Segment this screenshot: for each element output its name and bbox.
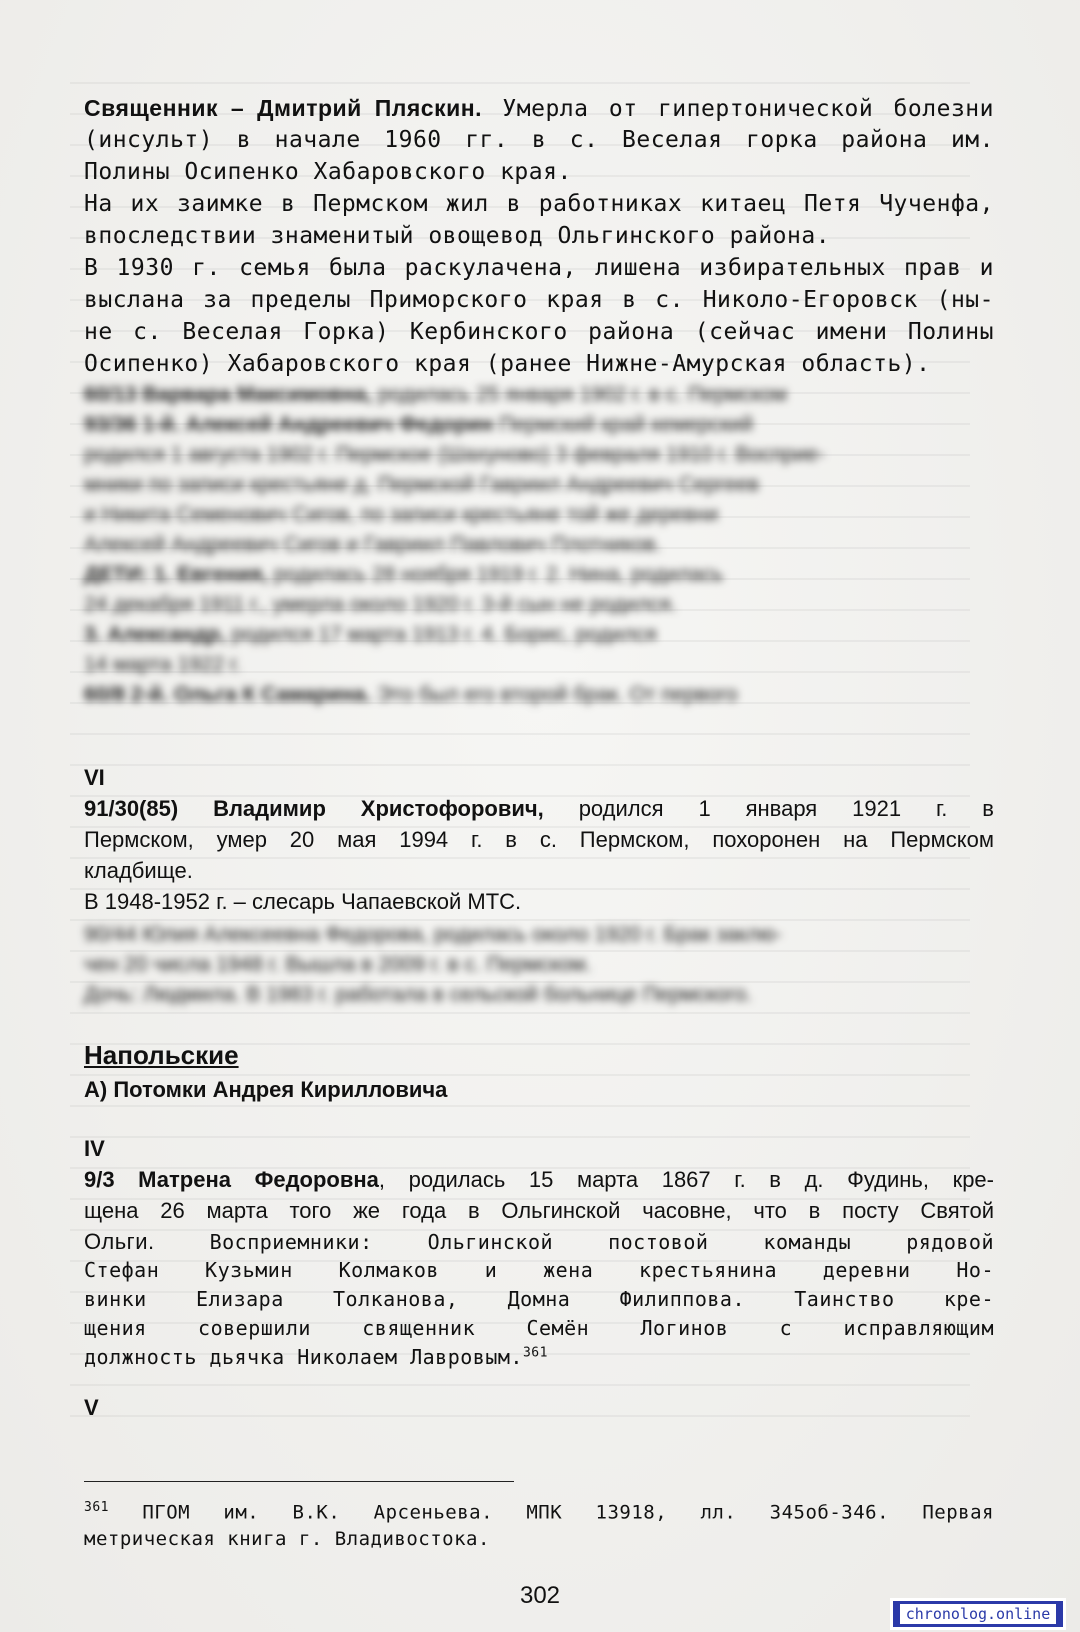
paragraph-line: Полины Осипенко Хабаровского края. <box>84 159 572 185</box>
watermark-text: chronolog.online <box>900 1604 1057 1624</box>
text-span: должность дьячка Николаем Лавровым. <box>84 1345 523 1369</box>
text-span: , родилась 15 марта 1867 г. в д. Фудинь, кре- <box>378 1167 994 1192</box>
paragraph-line <box>84 1229 994 1255</box>
paragraph-line: Осипенко) Хабаровского края (ранее Нижне-Амурская область). <box>84 351 931 377</box>
person-name: 91/30(85) Владимир Христофорович, <box>84 796 544 821</box>
footnote-rule <box>84 1481 514 1482</box>
priest-name: Священник – Дмитрий Пляскин. <box>84 95 483 121</box>
paragraph-line: Стефан Кузьмин Колмаков и жена крестьянина деревни Но- <box>84 1258 994 1282</box>
blurred-line: 93/36 1-й. Алексей Андреевич Федорин Пермский край кемерский <box>84 413 754 436</box>
paragraph-line: В 1948-1952 г. – слесарь Чапаевской МТС. <box>84 889 522 914</box>
blurred-line: 3. Александр, родился 17 марта 1913 г. 4. Борис, родился <box>84 623 657 646</box>
blurred-line: Дочь: Людмила. В 1983 г. работала в сельской больнице Пермского. <box>84 983 753 1006</box>
entry-heading-line <box>84 796 994 822</box>
paragraph-line: впоследствии знаменитый овощевод Ольгинского района. <box>84 223 831 249</box>
paragraph-line: не с. Веселая Горка) Кербинского района (сейчас имени Полины <box>84 319 994 345</box>
footnote-ref: 361 <box>522 1345 548 1361</box>
blurred-line: мники по записи крестьяне д. Пермской Гавриил Андреевич Сергеев <box>84 473 759 496</box>
paragraph-line: винки Елизара Толканова, Домна Филиппова. Таинство кре- <box>84 1287 994 1311</box>
footnote-number: 361 <box>84 1500 109 1515</box>
blurred-line: 60/8 2-й. Ольга К Самарина. Это был его второй брак. От первого <box>84 683 738 706</box>
person-name: 9/3 Матрена Федоровна <box>84 1167 379 1192</box>
blurred-region-1 <box>84 380 994 710</box>
paragraph-line: (инсульт) в начале 1960 гг. в с. Веселая горка района им. <box>84 127 994 153</box>
generation-roman-vi: VI <box>84 765 105 790</box>
text-span: ПГОМ им. В.К. Арсеньева. МПК 13918, лл. 345об-346. Первая <box>108 1501 994 1524</box>
footnote-line <box>84 1500 994 1523</box>
paragraph-line <box>84 1345 994 1369</box>
blurred-line: родился 1 августа 1902 г. Пермское (Шахуново) 3 февраля 1910 г. Восприе- <box>84 443 825 466</box>
paragraph-line: выслана за пределы Приморского края в с. Николо-Егоровск (ны- <box>84 287 994 313</box>
blurred-line: ДЕТИ: 1. Евгения, родилась 28 ноября 1919 г. 2. Нина, родилась <box>84 563 724 586</box>
blurred-line: 90/44 Юлия Алексеевна Федорова, родилась около 1920 г. Брак заклю- <box>84 923 782 946</box>
generation-roman-v: V <box>84 1395 99 1420</box>
footnote-line: метрическая книга г. Владивостока. <box>84 1528 490 1550</box>
watermark-badge[interactable] <box>890 1598 1066 1630</box>
blurred-line: чен 20 числа 1948 г. Вышла в 2009 г. в с. Пермском. <box>84 953 592 976</box>
paragraph-line: щения совершили священник Семён Логинов с исправляющим <box>84 1316 994 1340</box>
paragraph-line: Пермском, умер 20 мая 1994 г. в с. Пермском, похоронен на Пермском <box>84 827 994 852</box>
text-span: Восприемники: Ольгинской постовой команды рядовой <box>154 1230 994 1254</box>
page-number: 302 <box>519 1582 561 1609</box>
section-subheading: А) Потомки Андрея Кирилловича <box>84 1077 448 1102</box>
section-heading: Напольские <box>84 1040 239 1070</box>
text-span: Умерла от гипертонической болезни <box>482 96 994 122</box>
blurred-region-2 <box>84 920 994 1016</box>
blurred-line: и Никита Семенович Сигов, по записи крестьяне той же деревни <box>84 503 719 526</box>
paragraph-line: щена 26 марта того же года в Ольгинской часовне, что в посту Святой <box>84 1198 994 1223</box>
entry-heading-line <box>84 1167 994 1193</box>
paragraph-line: кладбище. <box>84 858 193 883</box>
blurred-line: 14 марта 1922 г. <box>84 653 241 676</box>
generation-roman-iv: IV <box>84 1136 105 1161</box>
paragraph-line <box>84 92 994 125</box>
text-span: Ольги. <box>84 1229 155 1254</box>
paragraph-line: На их заимке в Пермском жил в работниках китаец Петя Чученфа, <box>84 191 994 217</box>
blurred-line: 24 декабря 1911 г., умерла около 1920 г. 3-й сын не родился. <box>84 593 677 616</box>
text-span: родился 1 января 1921 г. в <box>543 796 994 821</box>
paragraph-line: В 1930 г. семья была раскулачена, лишена избирательных прав и <box>84 255 994 281</box>
blurred-line: Алексей Андреевич Сигов и Гавриил Павлович Плотников. <box>84 533 662 556</box>
blurred-line: 60/13 Варвара Максимовна, родилась 25 января 1902 г. в с. Пермском <box>84 383 787 406</box>
